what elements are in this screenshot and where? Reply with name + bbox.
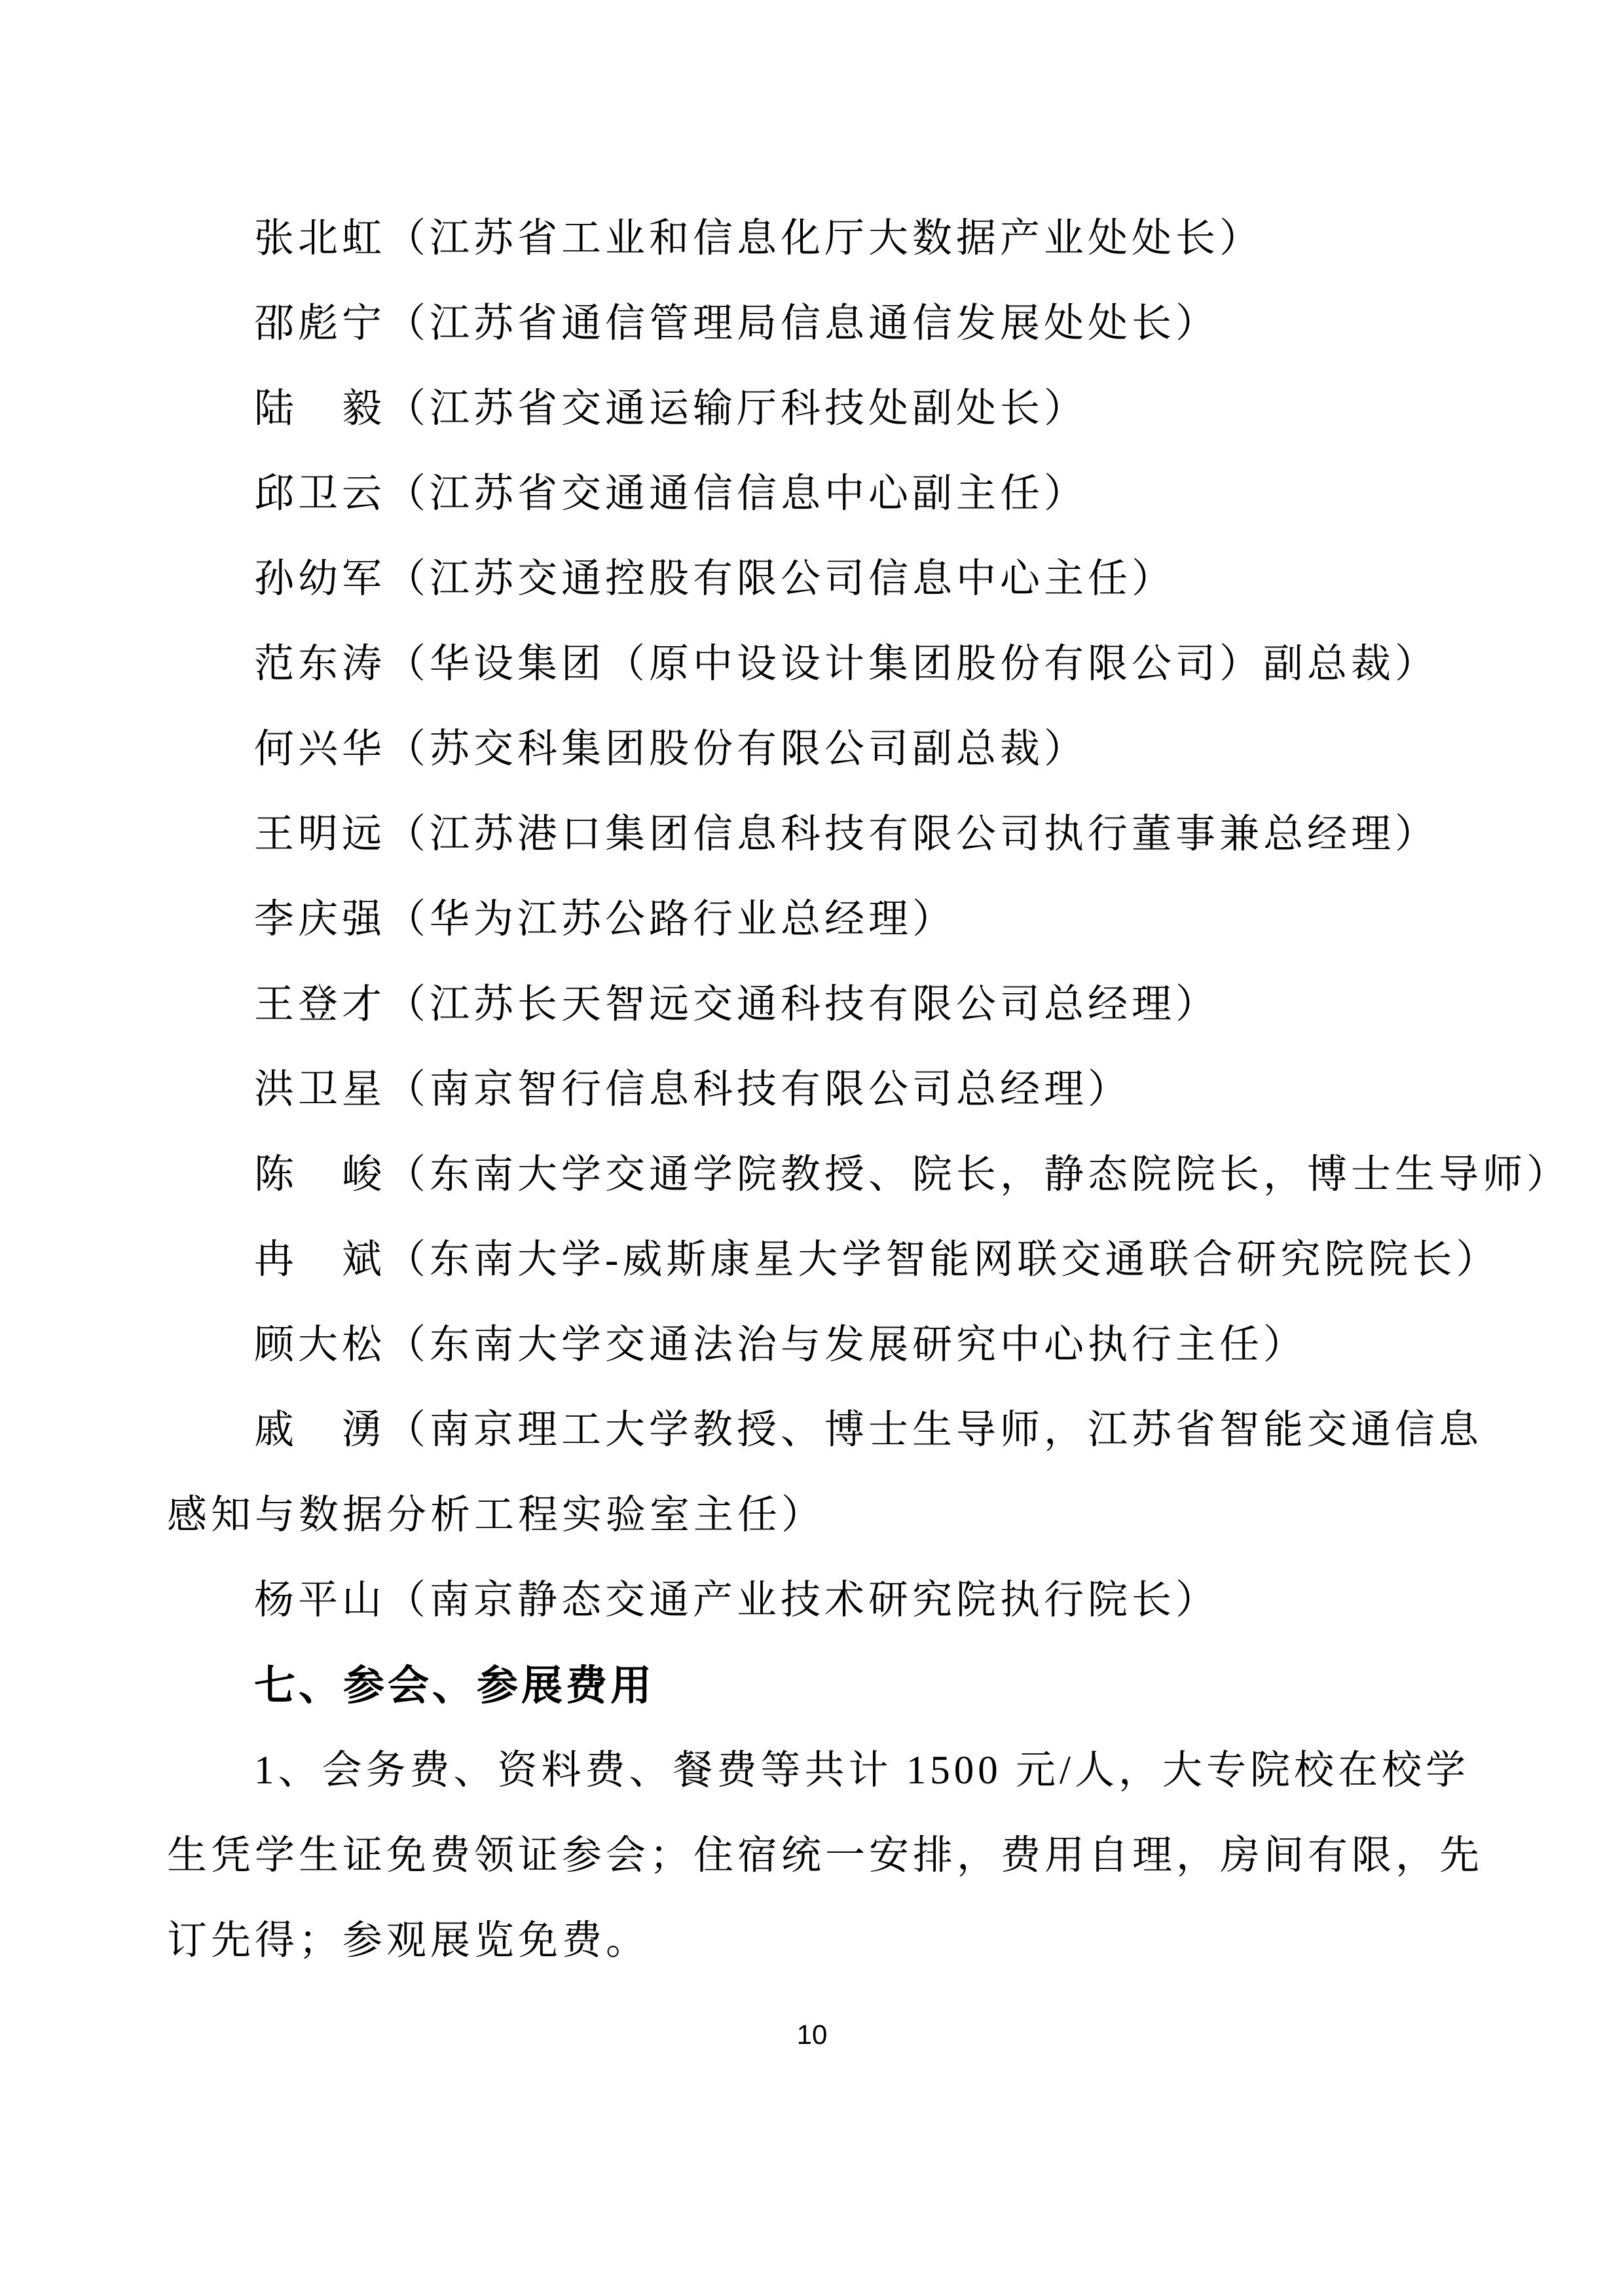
fee-paragraph-line: 订先得；参观展览免费。	[167, 1919, 650, 1963]
attendee-line: 范东涛（华设集团（原中设设计集团股份有限公司）副总裁）	[254, 642, 1439, 686]
attendee-line: 孙幼军（江苏交通控股有限公司信息中心主任）	[254, 557, 1176, 601]
fee-paragraph-line: 1、会务费、资料费、餐费等共计 1500 元/人，大专院校在校学	[254, 1749, 1469, 1793]
attendee-line: 陈 峻（东南大学交通学院教授、院长，静态院院长，博士生导师）	[254, 1153, 1571, 1197]
attendee-line: 顾大松（东南大学交通法治与发展研究中心执行主任）	[254, 1323, 1308, 1367]
attendee-line: 冉 斌（东南大学-威斯康星大学智能网联交通联合研究院院长）	[254, 1238, 1500, 1282]
attendee-line: 杨平山（南京静态交通产业技术研究院执行院长）	[254, 1578, 1220, 1622]
attendee-line: 戚 湧（南京理工大学教授、博士生导师，江苏省智能交通信息	[254, 1408, 1483, 1452]
attendee-line-continuation: 感知与数据分析工程实验室主任）	[167, 1493, 826, 1537]
document-body	[167, 196, 1571, 1984]
attendee-line: 张北虹（江苏省工业和信息化厅大数据产业处处长）	[254, 217, 1264, 261]
attendee-line: 何兴华（苏交科集团股份有限公司副总裁）	[254, 727, 1088, 771]
page-number: 10	[796, 2019, 828, 2050]
attendee-line: 陆 毅（江苏省交通运输厅科技处副处长）	[254, 387, 1088, 431]
attendee-line: 邵彪宁（江苏省通信管理局信息通信发展处处长）	[254, 302, 1220, 346]
attendee-line: 邱卫云（江苏省交通通信信息中心副主任）	[254, 472, 1088, 516]
attendee-line: 王登才（江苏长天智远交通科技有限公司总经理）	[254, 983, 1220, 1027]
section-heading: 七、参会、参展费用	[254, 1663, 655, 1709]
attendee-line: 洪卫星（南京智行信息科技有限公司总经理）	[254, 1068, 1132, 1112]
attendee-line: 李庆强（华为江苏公路行业总经理）	[254, 898, 957, 941]
attendee-line: 王明远（江苏港口集团信息科技有限公司执行董事兼总经理）	[254, 812, 1439, 856]
fee-paragraph-line: 生凭学生证免费领证参会；住宿统一安排，费用自理，房间有限，先	[167, 1834, 1484, 1878]
